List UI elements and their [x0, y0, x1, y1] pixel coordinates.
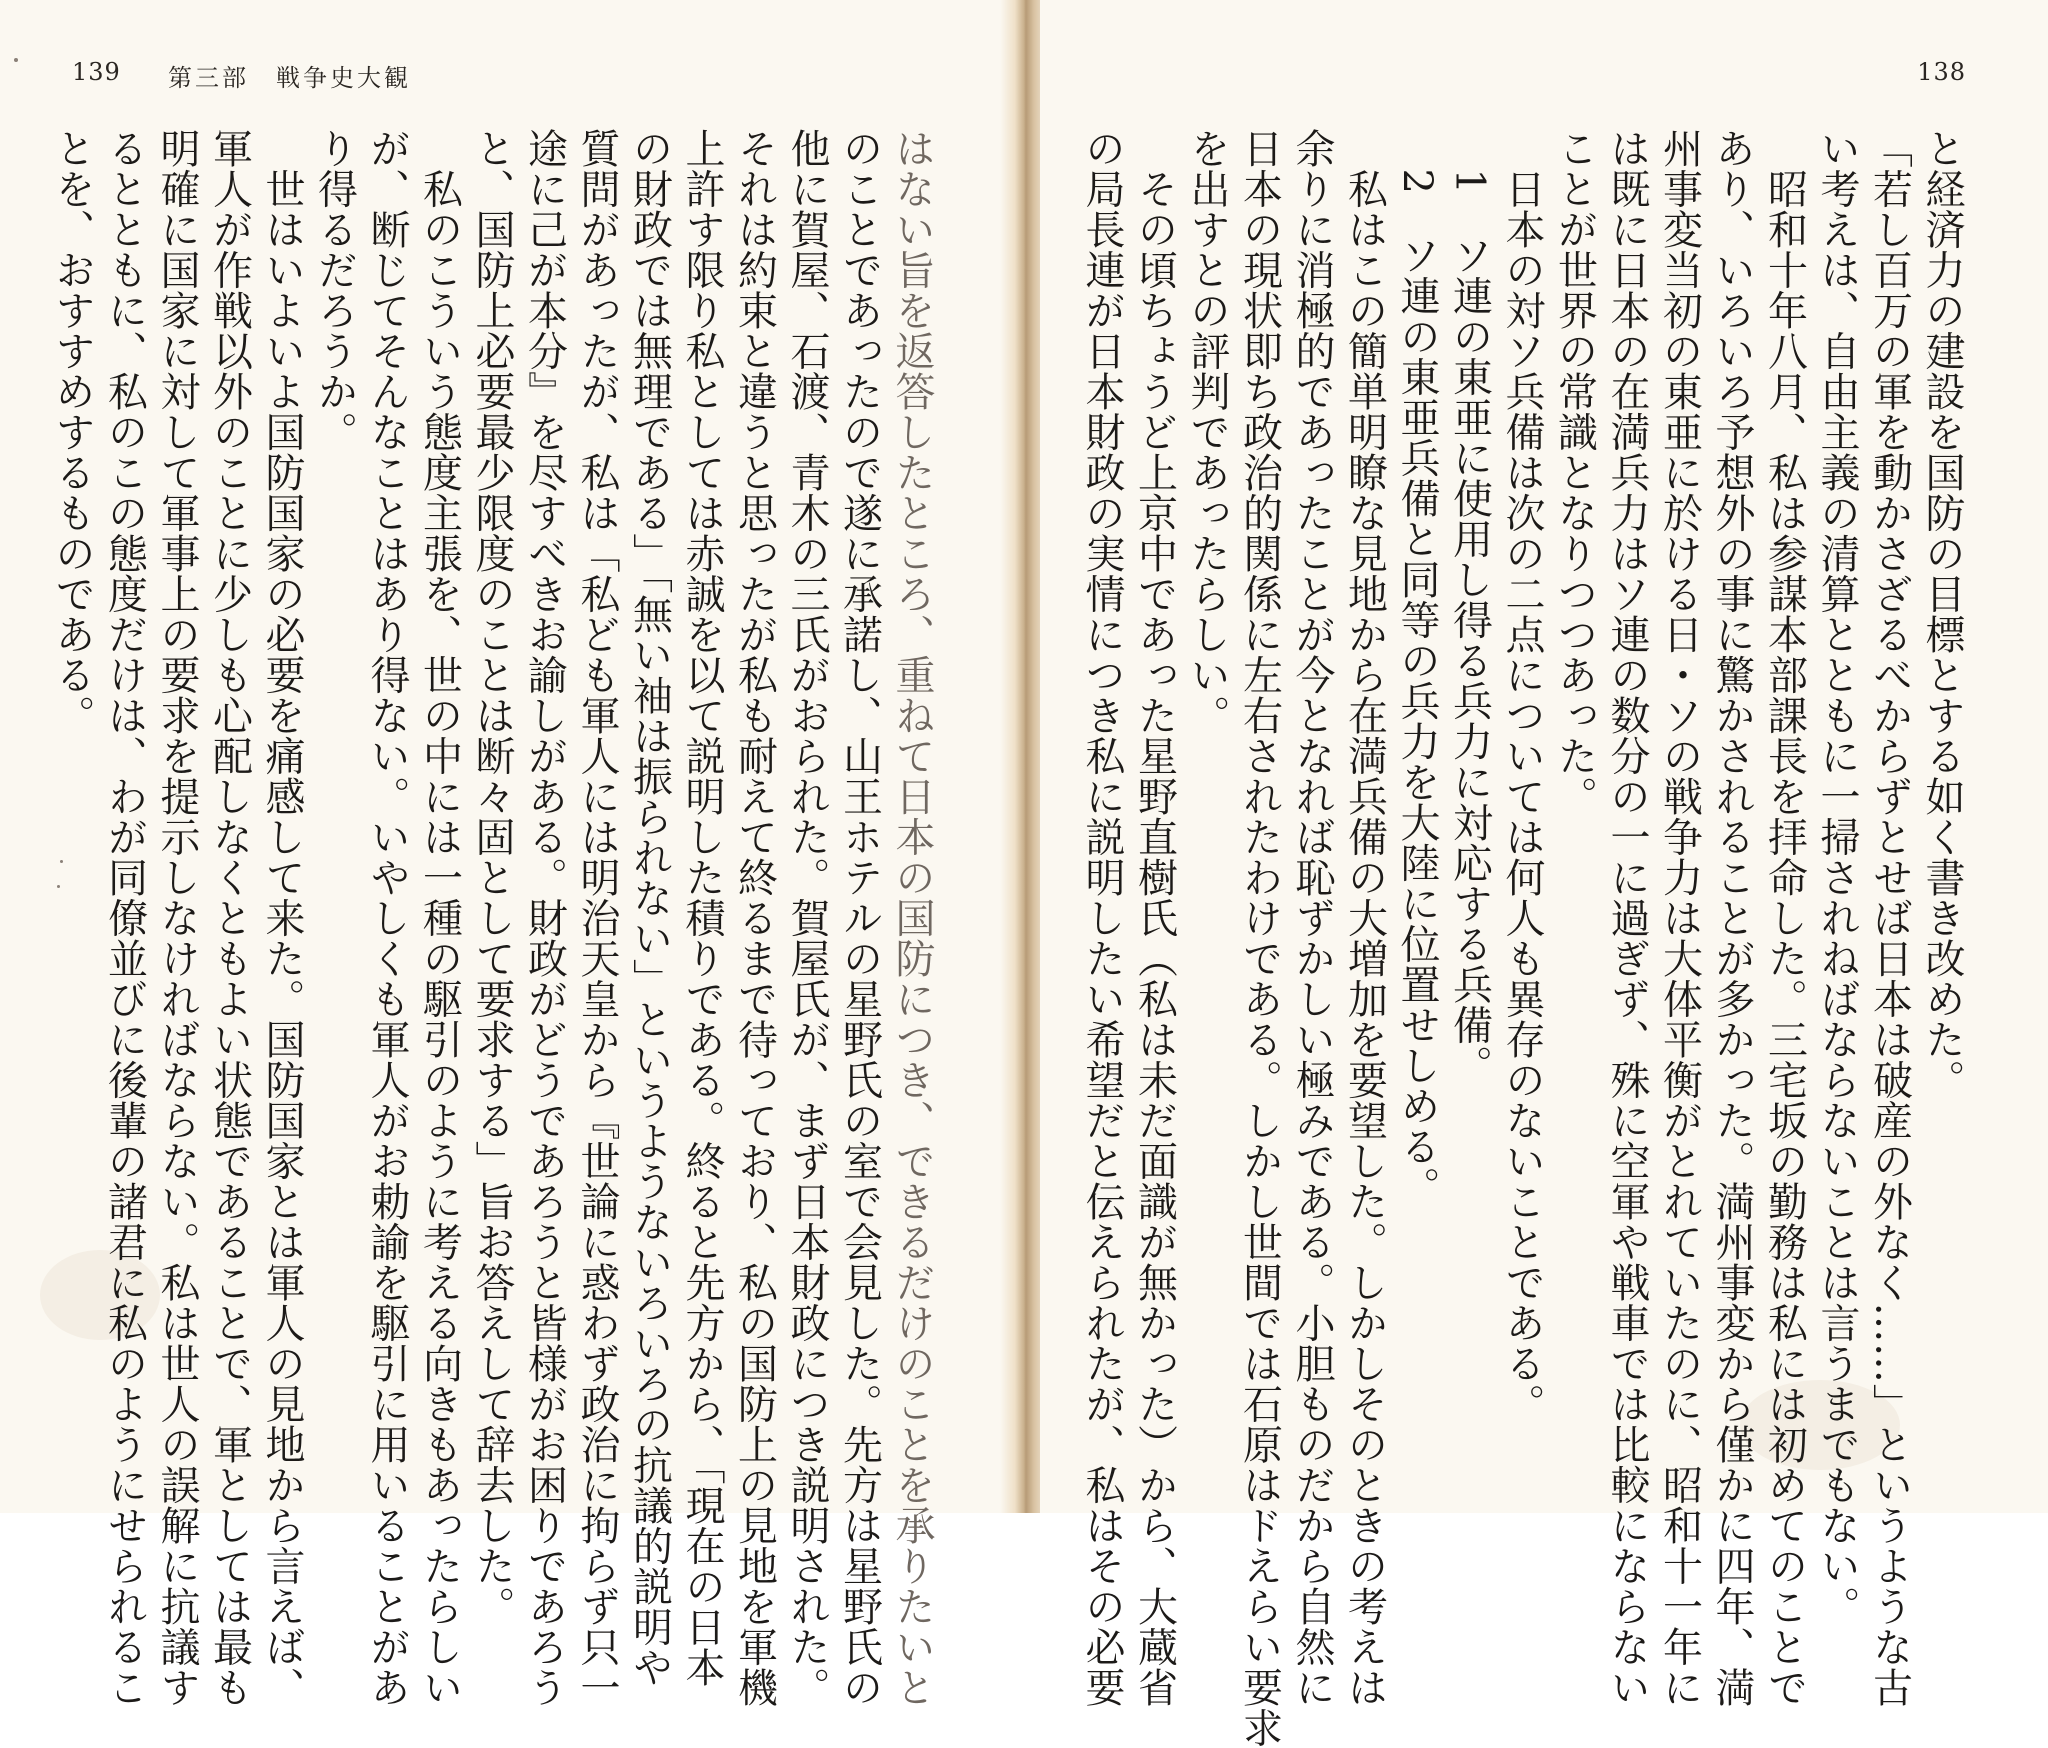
text-line: 2 ソ連の東亜兵備と同等の兵力を大陸に位置せしめる。: [1394, 128, 1440, 1207]
text-line: 日本の現状即ち政治的関係に左右されたわけである。しかし世間では石原はドえらい要求: [1236, 128, 1283, 1748]
text-line: 他に賀屋、石渡、青木の三氏がおられた。賀屋氏が、まず日本財政につき説明された。: [784, 128, 830, 1708]
text-line: 1 ソ連の東亜に使用し得る兵力に対応する兵備。: [1446, 128, 1493, 1086]
text-line: ことが世界の常識となりつつあった。: [1551, 128, 1598, 817]
text-line: それは約束と違うと思ったが私も耐えて終るまで待っており、私の国防上の見地を軍機: [731, 128, 778, 1708]
text-line: 途に己が本分』を尽すべきお諭しがある。財政がどうであろうと皆様がお困りであろう: [521, 128, 568, 1708]
text-line: と経済力の建設を国防の目標とする如く書き改めた。: [1919, 128, 1965, 1100]
text-line: の局長連が日本財政の実情につき私に説明したい希望だと伝えられたが、私はその必要: [1079, 128, 1125, 1708]
text-line: 私はこの簡単明瞭な見地から在満兵備の大増加を要望した。しかしそのときの考えは: [1341, 128, 1388, 1708]
text-line: 上許す限り私としては赤誠を以て説明した積りである。終ると先方から、「現在の日本: [679, 128, 725, 1688]
left-page-text: [49, 128, 935, 1708]
text-line: と、国防上必要最少限度のことは断々固として要求する」旨お答えして辞去した。: [469, 128, 515, 1627]
text-line: 余りに消極的であったことが今となれば恥ずかしい極みである。小胆ものだから自然に: [1289, 128, 1335, 1708]
running-head: 第三部 戦争史大観: [168, 64, 411, 92]
text-line: その頃ちょうど上京中であった星野直樹氏（私は未だ面識が無かった）から、大蔵省: [1131, 128, 1178, 1708]
text-line: の財政では無理である」「無い袖は振られない」というようないろいろの抗議的説明や: [626, 128, 673, 1688]
text-line: 世はいよいよ国防国家の必要を痛感して来た。国防国家とは軍人の見地から言えば、: [259, 128, 305, 1708]
text-line: るとともに、私のこの態度だけは、わが同僚並びに後輩の諸君に私のようにせられるこ: [101, 128, 148, 1708]
text-line: のことであったので遂に承諾し、山王ホテルの星野氏の室で会見した。先方は星野氏の: [836, 128, 883, 1708]
text-line: い考えは、自由主義の清算とともに一掃されねばならないことは言うまでもない。: [1814, 128, 1860, 1627]
text-line: 質問があったが、私は「私ども軍人には明治天皇から『世論に惑わず政治に拘らず只一: [574, 128, 620, 1708]
text-line: 昭和十年八月、私は参謀本部課長を拝命した。三宅坂の勤務は私には初めてのことで: [1761, 128, 1808, 1708]
text-line: 明確に国家に対して軍事上の要求を提示しなければならない。私は世人の誤解に抗議す: [154, 128, 200, 1708]
text-line: は既に日本の在満兵力はソ連の数分の一に過ぎず、殊に空軍や戦車では比較にならない: [1604, 128, 1650, 1708]
text-line: を出すとの評判であったらしい。: [1184, 128, 1230, 736]
text-line: とを、おすすめするものである。: [49, 128, 95, 736]
text-line: 軍人が作戦以外のことに少しも心配しなくともよい状態であることで、軍としては最も: [206, 128, 253, 1708]
right-page-number: 138: [1917, 58, 1966, 86]
left-page: [0, 0, 1010, 1708]
text-line: 州事変当初の東亜に於ける日・ソの戦争力は大体平衡がとれていたのに、昭和十一年に: [1656, 128, 1703, 1708]
text-line: 「若し百万の軍を動かさざるべからずとせば日本は破産の外なく……」というような古: [1866, 128, 1913, 1708]
right-page: [1040, 0, 2048, 1748]
text-line: はない旨を返答したところ、重ねて日本の国防につき、できるだけのことを承りたいと: [889, 128, 935, 1708]
text-line: が、断じてそんなことはあり得ない。いやしくも軍人がお勅諭を駆引に用いることがあ: [364, 128, 410, 1708]
left-page-number: 139: [72, 58, 121, 86]
text-line: 日本の対ソ兵備は次の二点については何人も異存のないことである。: [1499, 128, 1545, 1424]
text-line: あり、いろいろ予想外の事に驚かされることが多かった。満州事変から僅かに四年、満: [1709, 128, 1755, 1708]
text-line: り得るだろうか。: [311, 128, 358, 452]
right-page-text: [1079, 128, 1965, 1748]
text-line: 私のこういう態度主張を、世の中には一種の駆引のように考える向きもあったらしい: [416, 128, 463, 1708]
